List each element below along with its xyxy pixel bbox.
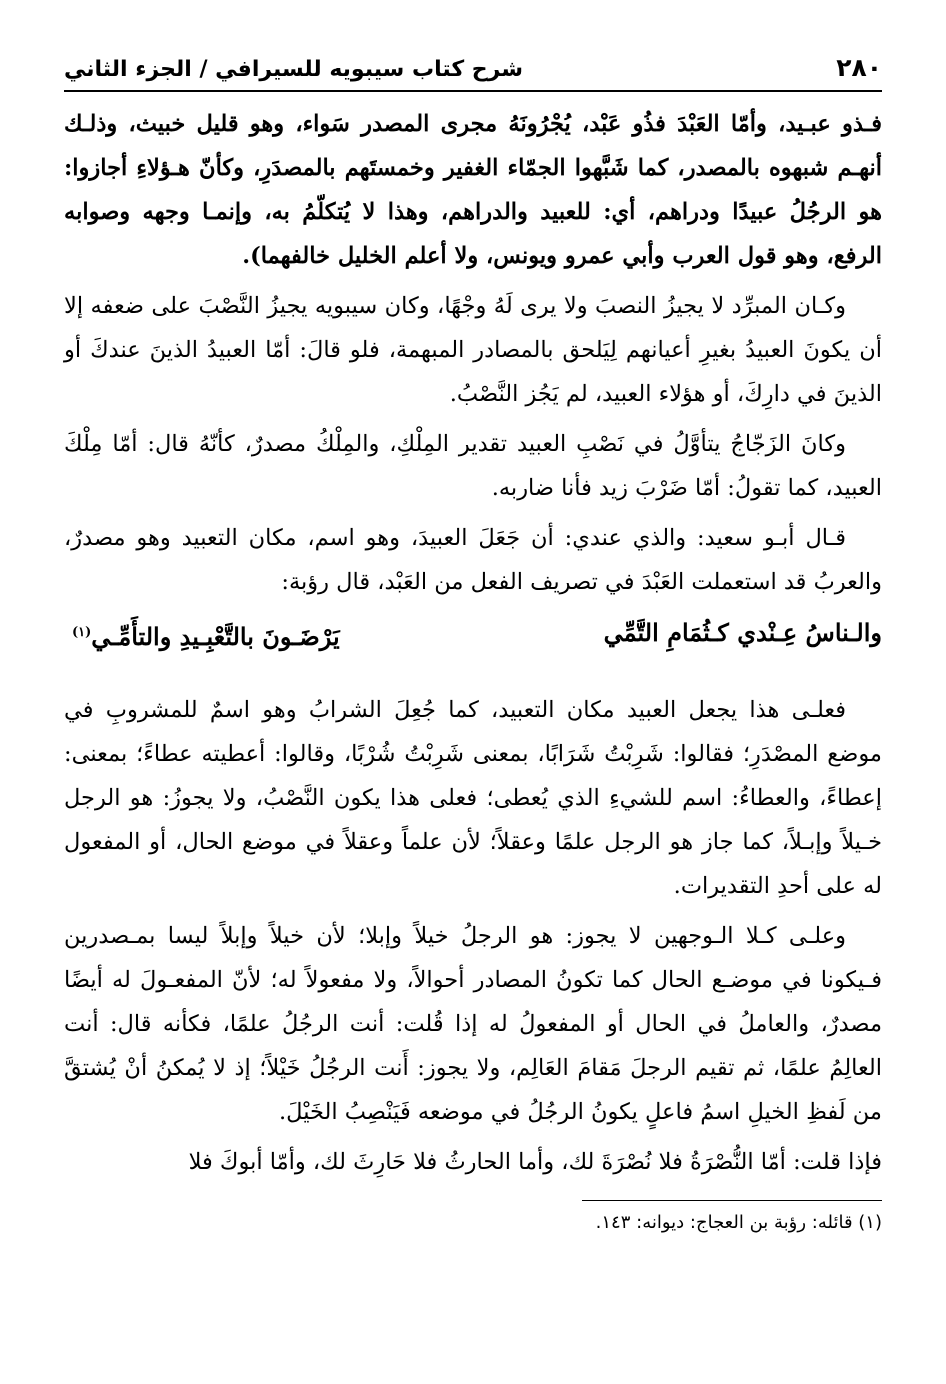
poetry-verse [64, 610, 882, 660]
footnote-1: (١) قائله: رؤبة بن العجاج: ديوانه: ١٤٣. [595, 1212, 882, 1233]
paragraph-2: وكـان المبرِّد لا يجيزُ النصبَ ولا يرى لَهُ وجْهًا، وكان سيبويه يجيزُ النَّصْبَ على ضعفه إلا أن يكونَ العبيدُ بغيرِ أعيانهم لِيَلحق بالمصادر المبهمة، فلو قالَ: أمّا العبيدُ الذينَ عندكَ أو الذينَ في دارِكَ، أو هؤلاء العبيد، لم يَجُز النَّصْبُ. [64, 293, 882, 407]
footnote-marker: (١) [72, 625, 92, 640]
paragraph-7: فإذا قلت: أمّا النُّصْرَةُ فلا نُصْرَةَ لك، وأما الحارثُ فلا حَارِثَ لك، وأمّا أبوكَ فلا [188, 1149, 882, 1175]
paragraph-block-7 [64, 1140, 882, 1184]
paragraph-5: فعلـى هذا يجعل العبيد مكان التعبيد، كما جُعِلَ الشرابُ وهو اسمٌ للمشروبِ في موضع المصْدَرِ؛ فقالوا: شَرِبْتُ شَرَابًا، بمعنى شَرِبْتُ شُرْبًا، وقالوا: أعطيته عطاءً؛ بمعنى: إعطاءً، والعطاءُ: اسم للشيءِ الذي يُعطى؛ فعلى هذا يكون النَّصْبُ، ولا يجوزُ: هو الرجل خـيلاً وإبـلاً، كما جاز هو الرجل علمًا وعقلاً؛ لأن علماً وعقلاً في موضع الحال، أو المفعول له على أحدِ التقديرات. [64, 697, 882, 899]
paragraph-6: وعلـى كـلا الـوجهين لا يجوز: هو الرجلُ خيلاً وإبلا؛ لأن خيلاً وإبلاً ليسا بمـصدرين فـيكونا في موضـع الحال كما تكونُ المصادر أحوالاً، ولا مفعولاً له؛ لأنّ المفعـولَ له أيضًا مصدرٌ، والعاملُ في الحال أو المفعولُ له إذا قُلت: أنت الرجُلُ علمًا، فكأنه قال: أنت العالِمُ علمًا، ثم تقيم الرجلَ مَقامَ العَالِم، ولا يجوز: أَنت الرجُلُ خَيْلاً؛ إذ لا يُمكنُ أنْ يُشتقَّ من لَفظِ الخيلِ اسمُ فاعلٍ يكونُ الرجُلُ في موضعه فَيَنْصِبُ الخَيْلَ. [64, 923, 882, 1125]
quoted-passage [64, 102, 882, 278]
paragraph-block-2 [64, 284, 882, 416]
running-title: شرح كتاب سيبويه للسيرافي / الجزء الثاني [64, 57, 523, 82]
paragraph-block-6 [64, 914, 882, 1134]
paragraph-block-5 [64, 688, 882, 908]
paragraph-4: قـال أبـو سعيد: والذي عندي: أن جَعَلَ العبيدَ، وهو اسم، مكان التعبيد وهو مصدرٌ، والعربُ قد استعملت العَبْدَ في تصريف الفعل من العَبْد، قال رؤبة: [64, 525, 882, 595]
header-rule [64, 90, 882, 92]
footnote-rule [582, 1200, 882, 1201]
paragraph-block-3 [64, 422, 882, 510]
verse-second-hemistich-wrap [72, 610, 340, 660]
paragraph-3: وكانَ الزَجّاجُ يتأوَّلُ في نَصْبِ العبيد تقدير المِلْكِ، والمِلْكُ مصدرٌ، كأنّهُ قال: أمّا مِلْكَ العبيد، كما تقولُ: أمّا ضَرْبَ زيد فأنا ضاربه. [64, 431, 882, 501]
page-number: ٢٨٠ [836, 53, 882, 82]
page-header [64, 30, 882, 82]
paragraph-block-4 [64, 516, 882, 604]
verse-first-hemistich: والـناسُ عِـنْدي كـثُمَامِ التَّمِّي [603, 618, 882, 647]
paragraph-1: فـذو عبـيد، وأمّا العَبْدَ فذُو عَبْد، يُجْرُونَهُ مجرى المصدر سَواء، وهو قليل خبيث، وذلـك أنهـم شبهوه بالمصدر، كما شَبَّهوا الجمّاء الغفير وخمستَهم بالمصدَرِ، وكأنّ هـؤلاءِ أجازوا: هو الرجُلُ عبيدًا ودراهم، أي: للعبيد والدراهم، وهذا لا يُتكلّمُ به، وإنمـا وجهه وصوابه الرفع، وهو قول العرب وأبي عمرو ويونس، ولا أعلم الخليل خالفهما). [64, 111, 882, 269]
book-page [64, 30, 882, 1239]
verse-second-hemistich: يَرْضَـونَ بالتَّعْبِـيدِ والتأَمِّـي [91, 622, 340, 651]
